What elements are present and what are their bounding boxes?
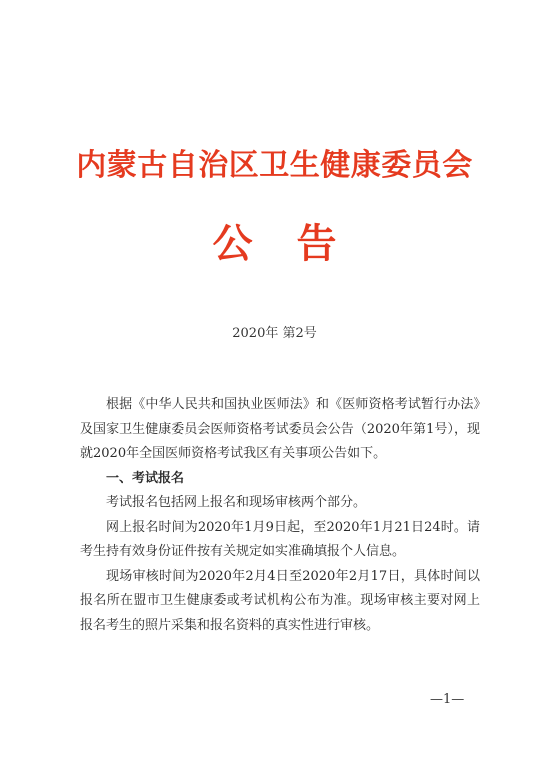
page-number: —1— (430, 692, 465, 707)
intro-paragraph: 根据《中华人民共和国执业医师法》和《医师资格考试暂行办法》及国家卫生健康委员会医师资格考试委员会公告（2020年第1号），现就2020年全国医师资格考试我区有关事项公告如下。 (80, 397, 480, 461)
paragraph-onsite-review: 现场审核时间为2020年2月4日至2020年2月17日，具体时间以报名所在盟市卫生健康委或考试机构公布为准。现场审核主要对网上报名考生的照片采集和报名资料的真实性进行审核。 (80, 568, 480, 633)
document-number: 2020年 第2号 (232, 326, 317, 341)
document-body (80, 393, 480, 638)
section-heading-registration: 一、考试报名 (106, 470, 185, 486)
document-type-title: 公告 (212, 220, 381, 267)
paragraph-registration-parts: 考试报名包括网上报名和现场审核两个部分。 (106, 495, 367, 510)
paragraph-online-registration: 网上报名时间为2020年1月9日起，至2020年1月21日24时。请考生持有效身份证件按有关规定如实准确填报个人信息。 (80, 519, 480, 559)
issuer-title: 内蒙古自治区卫生健康委员会 (76, 148, 473, 183)
